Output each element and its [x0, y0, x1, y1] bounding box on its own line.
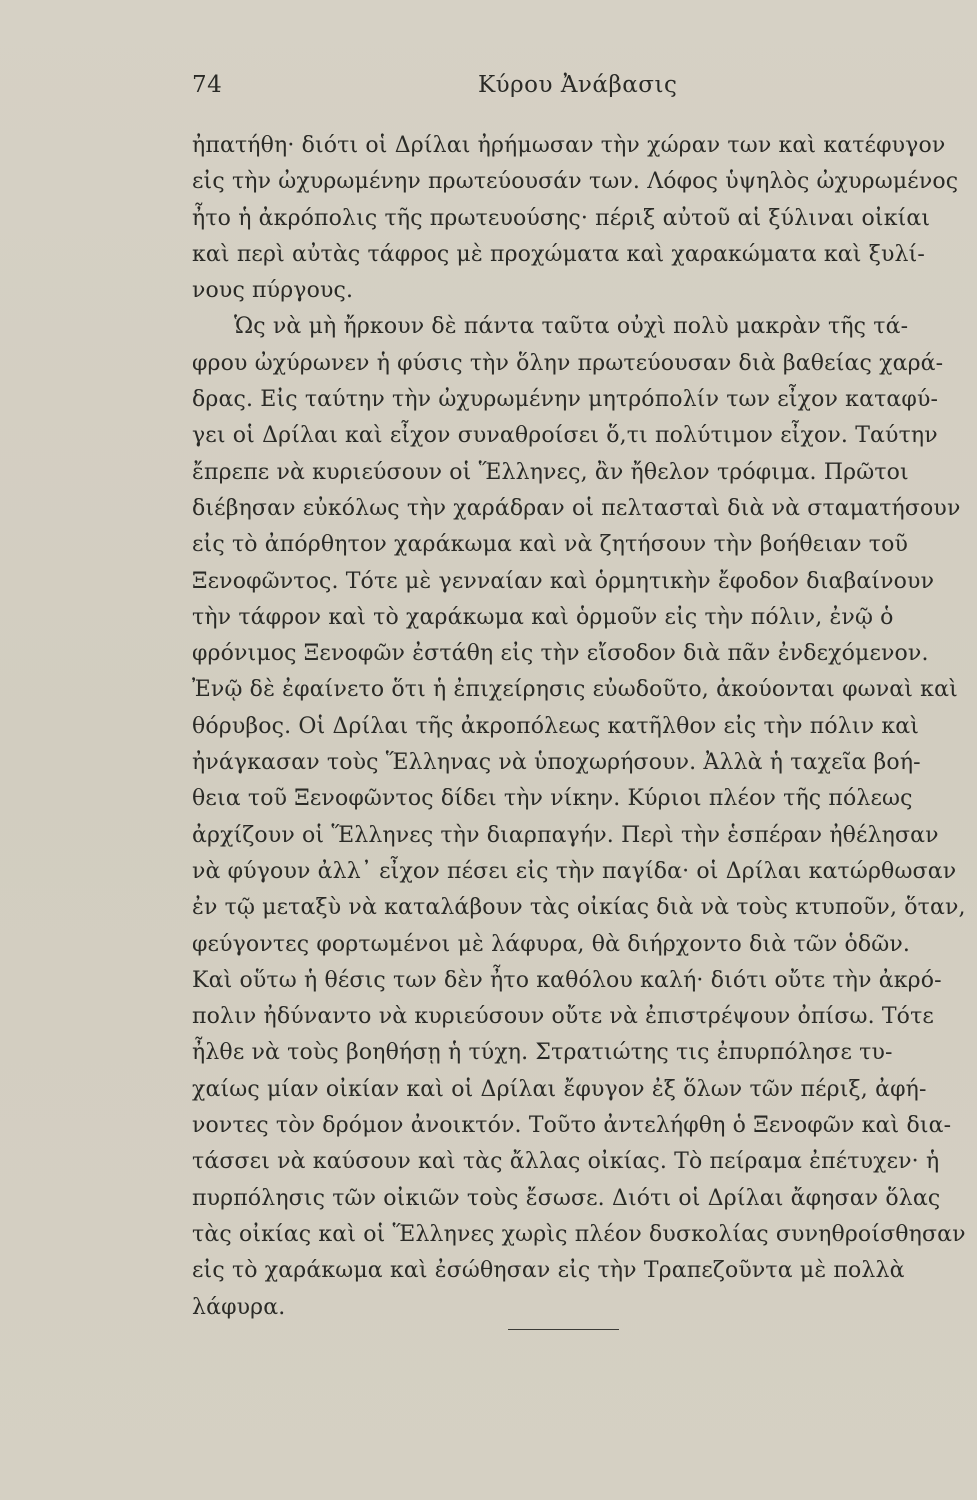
- page-number: 74: [192, 72, 223, 98]
- text-line: χαίως μίαν οἰκίαν καὶ οἱ Δρίλαι ἔφυγον ἐξ ὅλων τῶν πέριξ, ἀφή-: [192, 1076, 927, 1102]
- text-line: νὰ φύγουν ἀλλ᾽ εἶχον πέσει εἰς τὴν παγίδα· οἱ Δρίλαι κατώρθωσαν: [192, 858, 957, 884]
- text-line: τὴν τάφρον καὶ τὸ χαράκωμα καὶ ὁρμοῦν εἰς τὴν πόλιν, ἐνῷ ὁ: [192, 604, 894, 630]
- text-line: ἦλθε νὰ τοὺς βοηθήσῃ ἡ τύχη. Στρατιώτης τις ἐπυρπόλησε τυ-: [192, 1040, 893, 1066]
- text-line: Ξενοφῶντος. Τότε μὲ γενναίαν καὶ ὁρμητικὴν ἔφοδον διαβαίνουν: [192, 568, 935, 594]
- text-line: ἠνάγκασαν τοὺς Ἕλληνας νὰ ὑποχωρήσουν. Ἀλλὰ ἡ ταχεῖα βοή-: [192, 750, 921, 776]
- text-line: ἀρχίζουν οἱ Ἕλληνες τὴν διαρπαγήν. Περὶ τὴν ἑσπέραν ἠθέλησαν: [192, 822, 939, 848]
- text-line: λάφυρα.: [192, 1294, 286, 1320]
- text-line: ἐν τῷ μεταξὺ νὰ καταλάβουν τὰς οἰκίας διὰ νὰ τοὺς κτυποῦν, ὅταν,: [192, 895, 966, 921]
- text-line: εἰς τὸ χαράκωμα καὶ ἐσώθησαν εἰς τὴν Τραπεζοῦντα μὲ πολλὰ: [192, 1258, 905, 1284]
- text-line: καὶ περὶ αὐτὰς τάφρος μὲ προχώματα καὶ χαρακώματα καὶ ξυλί-: [192, 241, 925, 267]
- text-line: εἰς τὴν ὠχυρωμένην πρωτεύουσάν των. Λόφος ὑψηλὸς ὠχυρωμένος: [192, 169, 959, 195]
- text-line: ἔπρεπε νὰ κυριεύσουν οἱ Ἕλληνες, ἂν ἤθελον τρόφιμα. Πρῶτοι: [192, 459, 909, 485]
- text-line: θόρυβος. Οἱ Δρίλαι τῆς ἀκροπόλεως κατῆλθον εἰς τὴν πόλιν καὶ: [192, 713, 920, 739]
- paragraph-first-line: Ὡς νὰ μὴ ἤρκουν δὲ πάντα ταῦτα οὐχὶ πολὺ μακρὰν τῆς τά-: [234, 314, 909, 340]
- body-text: [192, 128, 966, 1326]
- text-line: Καὶ οὕτω ἡ θέσις των δὲν ἦτο καθόλου καλή· διότι οὔτε τὴν ἀκρό-: [192, 967, 942, 993]
- text-line: ἦτο ἡ ἀκρόπολις τῆς πρωτευούσης· πέριξ αὐτοῦ αἱ ξύλιναι οἰκίαι: [192, 205, 931, 231]
- running-title: Κύρου Ἀνάβασις: [478, 72, 678, 98]
- text-line: νοντες τὸν δρόμον ἀνοικτόν. Τοῦτο ἀντελήφθη ὁ Ξενοφῶν καὶ δια-: [192, 1113, 952, 1139]
- text-line: διέβησαν εὐκόλως τὴν χαράδραν οἱ πελτασταὶ διὰ νὰ σταματήσουν: [192, 495, 961, 521]
- text-line: γει οἱ Δρίλαι καὶ εἶχον συναθροίσει ὅ,τι πολύτιμον εἶχον. Ταύτην: [192, 423, 938, 449]
- page-header: [0, 68, 977, 108]
- text-line: δρας. Εἰς ταύτην τὴν ὠχυρωμένην μητρόπολίν των εἶχον καταφύ-: [192, 387, 939, 413]
- text-line: ἠπατήθη· διότι οἱ Δρίλαι ἠρήμωσαν τὴν χώραν των καὶ κατέφυγον: [192, 133, 946, 158]
- text-line: τὰς οἰκίας καὶ οἱ Ἕλληνες χωρὶς πλέον δυσκολίας συνηθροίσθησαν: [192, 1221, 966, 1247]
- text-line: πολιν ἠδύναντο νὰ κυριεύσουν οὔτε νὰ ἐπιστρέψουν ὀπίσω. Τότε: [192, 1004, 934, 1030]
- section-end-rule: [508, 1329, 619, 1330]
- text-line: φρόνιμος Ξενοφῶν ἐστάθη εἰς τὴν εἴσοδον διὰ πᾶν ἐνδεχόμενον.: [192, 641, 929, 667]
- text-line: πυρπόλησις τῶν οἰκιῶν τοὺς ἔσωσε. Διότι οἱ Δρίλαι ἄφησαν ὅλας: [192, 1185, 941, 1211]
- text-line: νους πύργους.: [192, 278, 354, 304]
- text-line: τάσσει νὰ καύσουν καὶ τὰς ἄλλας οἰκίας. Τὸ πείραμα ἐπέτυχεν· ἡ: [192, 1149, 940, 1175]
- text-line: Ἐνῷ δὲ ἐφαίνετο ὅτι ἡ ἐπιχείρησις εὐωδοῦτο, ἀκούονται φωναὶ καὶ: [192, 677, 958, 703]
- text-line: θεια τοῦ Ξενοφῶντος δίδει τὴν νίκην. Κύριοι πλέον τῆς πόλεως: [192, 786, 913, 812]
- text-line: φεύγοντες φορτωμένοι μὲ λάφυρα, θὰ διήρχοντο διὰ τῶν ὁδῶν.: [192, 931, 911, 957]
- text-line: εἰς τὸ ἀπόρθητον χαράκωμα καὶ νὰ ζητήσουν τὴν βοήθειαν τοῦ: [192, 532, 909, 558]
- text-line: φρου ὠχύρωνεν ἡ φύσις τὴν ὅλην πρωτεύουσαν διὰ βαθείας χαρά-: [192, 350, 944, 376]
